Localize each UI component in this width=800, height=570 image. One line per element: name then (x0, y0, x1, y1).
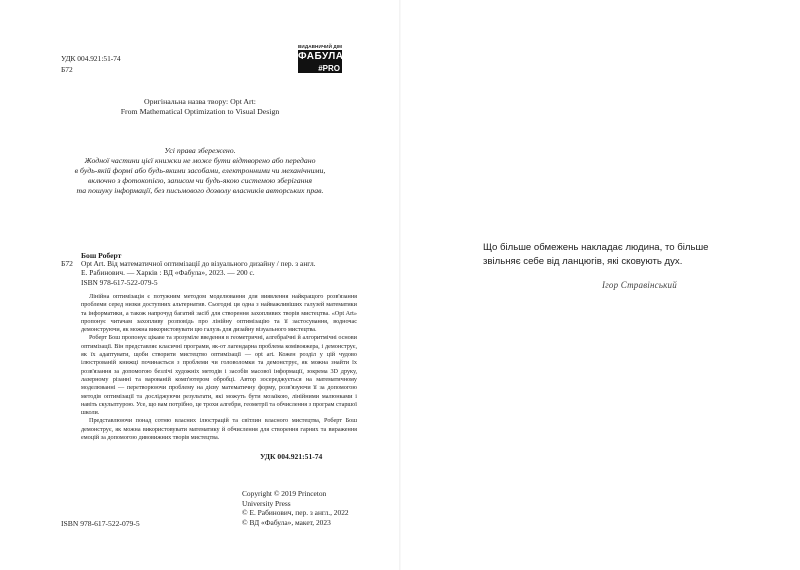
catalog-author: Бош Роберт (81, 251, 122, 260)
rights-line: включно з фотокопією, записом чи будь-якою системою зберігання (88, 176, 312, 186)
catalog-description-line: Opt Art. Від математичної оптимізації до візуального дизайну / пер. з англ. (81, 259, 316, 268)
rights-line: Жодної частини цієї книжки не може бути відтворено або передано (84, 156, 316, 166)
rights-notice (48, 146, 352, 196)
catalog-description-line: Е. Рабинович. — Харків : ВД «Фабула», 2023. — 200 с. (81, 268, 255, 278)
epigraph-line: звільняє себе від ланцюгів, які сковують дух. (483, 255, 683, 267)
copyright-line: University Press (242, 498, 291, 508)
right-page (400, 0, 800, 570)
original-title-label: Оригінальна назва твору: Opt Art: (144, 97, 256, 106)
udk-bottom: УДК 004.921:51-74 (260, 452, 323, 461)
epigraph-line: Що більше обмежень накладає людина, то більше (483, 242, 709, 253)
rights-line: та пошуку інформації, без письмового дозволу власників авторських прав. (76, 186, 324, 196)
logo-suffix: #PRO (298, 64, 342, 73)
isbn-bottom: ISBN 978-617-522-079-5 (61, 519, 140, 528)
catalog-annotation (81, 293, 357, 442)
copyright-block (242, 489, 349, 528)
logo-brand: ФАБУЛА (298, 51, 344, 62)
epigraph-author: Ігор Стравінський (602, 280, 677, 290)
annotation-paragraph: Представлюючи понад сотню власних ілюстрацій та світлин власного мистецтва, Роберт Бош демонструє, як можна використовувати математику й обчислення для створення гарних та вираження емоцій за допомогою дивовижних творів мистецтва. (81, 417, 357, 442)
catalog-description (81, 259, 357, 287)
bbk-top: Б72 (61, 65, 73, 74)
publisher-logo (298, 44, 344, 73)
original-title (70, 97, 330, 118)
rights-line: в будь-якій формі або будь-якими засобами, електронними чи механічними, (74, 166, 326, 176)
catalog-isbn: ISBN 978-617-522-079-5 (81, 277, 158, 287)
copyright-line: © Е. Рабинович, пер. з англ., 2022 (242, 508, 349, 518)
annotation-paragraph: Лінійна оптимізація є потужним методом моделювання для виявлення найкращого розв'язання проблеми серед низки доступних альтернатив. Сьогодні ця одна з найважливіших галузей математики та інформатики, а також напрочуд багатий засіб для створення захопливих творів мистецтва. «Opt Art» пропонує читачам захопливу розповідь про лінійну оптимізацію та її застосування, водночас демонструючи, як можна використовувати цю галузь для дизайну візуального мистецтва. (81, 293, 357, 334)
original-title-subtitle: From Mathematical Optimization to Visual Design (120, 107, 280, 117)
copyright-line: Copyright © 2019 Princeton (242, 489, 327, 498)
copyright-line: © ВД «Фабула», макет, 2023 (242, 517, 331, 527)
annotation-paragraph: Роберт Бош пропонує цікаве та зрозуміле введення в геометричні, алгебраїчні й алгоритмічні основи оптимізації. Він представляє класичні програми, як-от лагендарна проблема комівояжера, і демонструє, як їх адаптувати, щоби створити мистецтво оптимізації — opt art. Кожен розділ у цій чудово ілюстрованій книжці починається з проблеми чи головоломки та демонструє, як можна знайти їх розв'язання за допомогою безлічі художніх методів і засобів масової інформації, зокрема 3D друку, лазерному різанні та варованій комп'ютером обробці. Автор зосереджується на математичному моделюванні — перетворюючи проблему на дієву математичну форму, розв'язуючи її за допомогою методів оптимізації та досліджуючи результати, які можуть бути мозаїкою, лінійними малюнками і навіть скульптурою. Усе, що вам потрібно, це трохи алгебри, геометрії та обчислення з програм старшої школи. (81, 334, 357, 417)
rights-line: Усі права збережено. (164, 146, 236, 155)
catalog-code: Б72 (61, 259, 73, 268)
logo-small-text: ВИДАВНИЧИЙ ДІМ (298, 44, 343, 49)
udk-top: УДК 004.921:51-74 (61, 54, 121, 63)
epigraph (483, 241, 733, 269)
